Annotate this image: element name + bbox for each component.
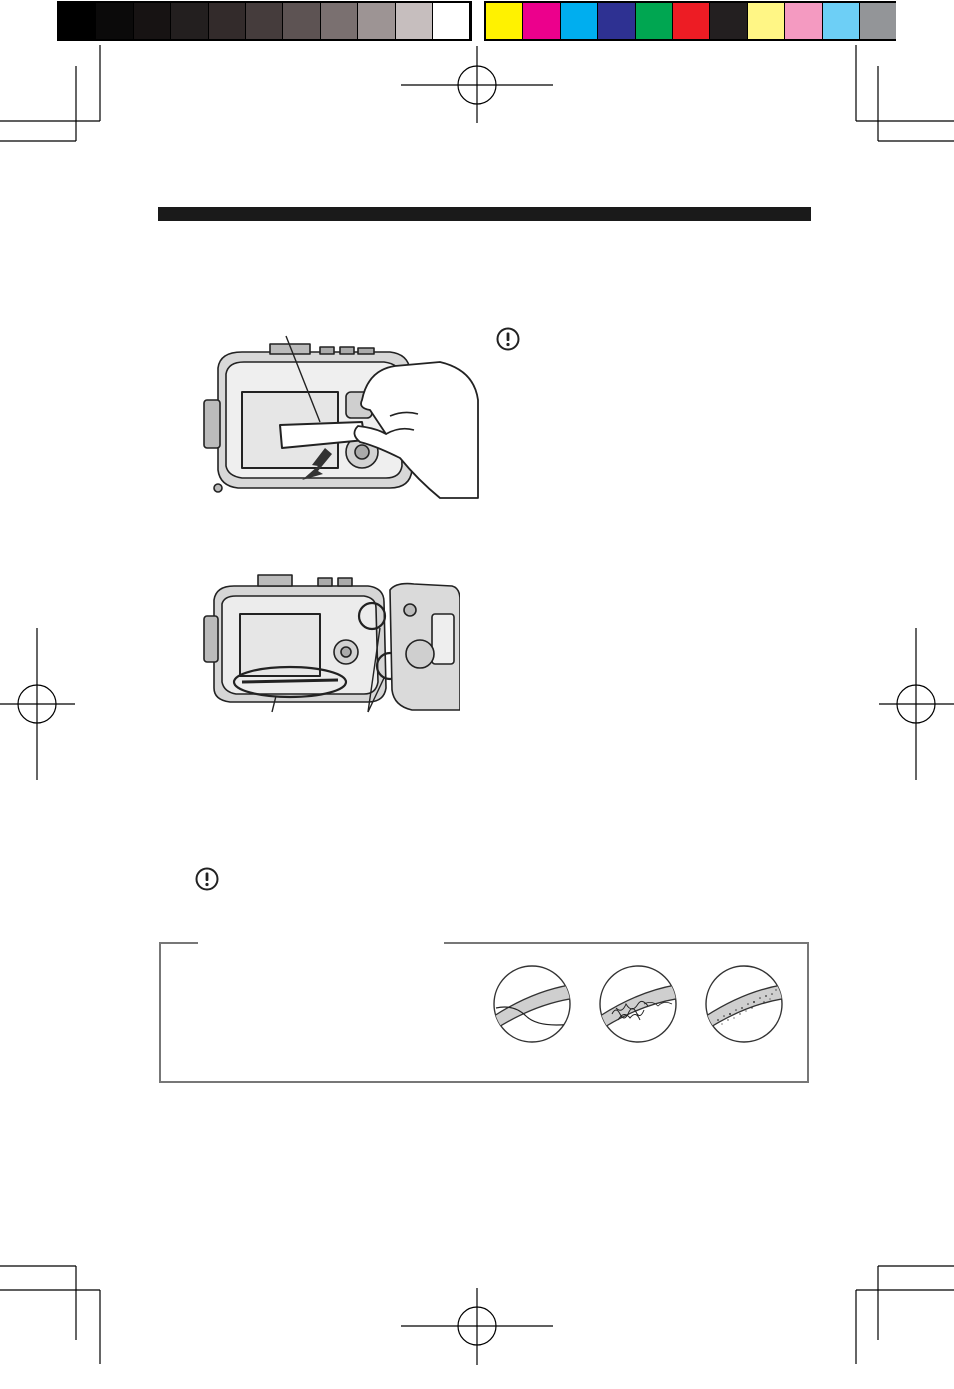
fibers-on-oring-icon [598, 964, 678, 1044]
hair-on-oring-icon [492, 964, 572, 1044]
open-housing-oring-illustration [200, 570, 460, 715]
camera-removing-protective-sheet-illustration [190, 330, 480, 500]
panel-heading-gap [198, 938, 444, 946]
caution-icon [495, 326, 521, 352]
caution-icon [194, 866, 220, 892]
section-title-rule [158, 207, 811, 221]
sand-on-oring-icon [704, 964, 784, 1044]
